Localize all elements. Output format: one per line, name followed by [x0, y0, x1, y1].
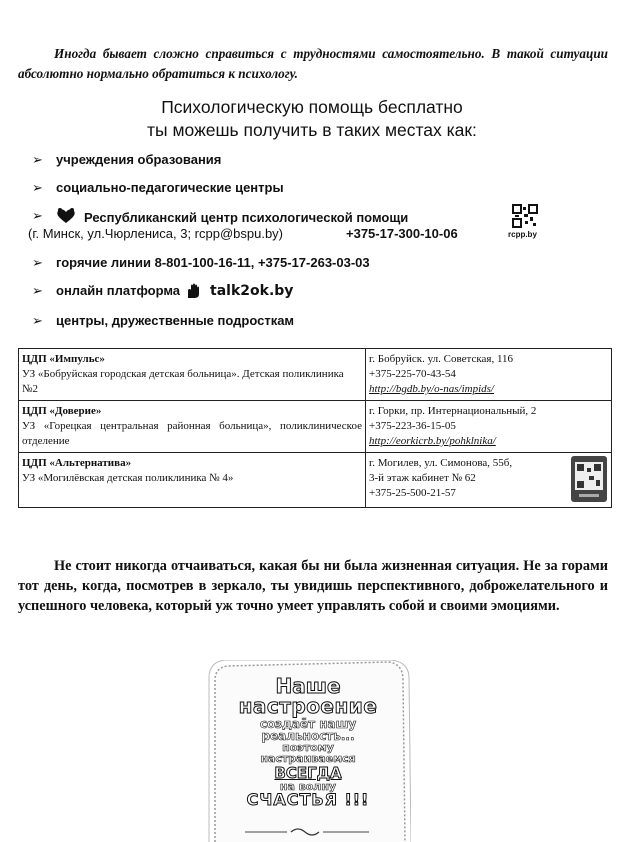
table-row	[19, 453, 612, 508]
centre-org: УЗ «Бобруйская городская детская больница». Детская поликлиника №2	[22, 368, 344, 395]
heart-hands-icon	[56, 208, 76, 224]
poster-line: создаёт нашу	[259, 717, 357, 731]
qr-caption: rcpp.by	[508, 230, 537, 239]
table-row	[19, 349, 612, 401]
poster-line: Наше	[275, 674, 341, 698]
heading-line-2: ты можешь получить в таких местах как:	[147, 120, 477, 140]
centre-phone: +375-223-36-15-05	[369, 420, 456, 432]
centre-name: ЦДП «Импульс»	[22, 353, 105, 365]
list-item	[32, 283, 592, 313]
arrowhead-bullet-icon: ➢	[32, 152, 43, 167]
poster-line: настроение	[238, 694, 378, 718]
table-row	[19, 401, 612, 453]
centre-name: ЦДП «Доверие»	[22, 405, 102, 417]
centre-address: г. Горки, пр. Интернациональный, 2	[369, 405, 537, 417]
centre-phone: +375-225-70-43-54	[369, 368, 456, 380]
arrowhead-bullet-icon: ➢	[32, 255, 43, 270]
arrowhead-bullet-icon: ➢	[32, 180, 43, 195]
list-item-text: центры, дружественные подросткам	[56, 313, 295, 328]
centres-table	[18, 348, 612, 508]
centre-org: УЗ «Могилёвская детская поликлиника № 4»	[22, 472, 234, 484]
motivational-poster	[205, 660, 411, 842]
center-phone: +375-17-300-10-06	[346, 226, 458, 241]
list-item-republican-center	[28, 208, 592, 255]
center-name: Республиканский центр психологической помощи	[84, 210, 409, 225]
center-address: (г. Минск, ул.Чюрлениса, 3; rcpp@bspu.by)	[28, 226, 284, 241]
poster-line: на волну	[279, 780, 337, 793]
centre-name: ЦДП «Альтернатива»	[22, 457, 132, 469]
arrowhead-bullet-icon: ➢	[32, 283, 43, 298]
list-item	[32, 180, 592, 208]
list-item	[32, 152, 592, 180]
poster-line: настраиваемся	[260, 752, 356, 765]
list-item-text: онлайн платформа	[56, 283, 181, 298]
list-item-text: социально-педагогические центры	[56, 180, 284, 195]
centre-link[interactable]: http://bgdb.by/o-nas/impids/	[369, 383, 494, 395]
arrowhead-bullet-icon: ➢	[32, 313, 43, 328]
qr-code-icon	[571, 456, 607, 502]
closing-paragraph: Не стоит никогда отчаиваться, какая бы ни была жизненная ситуация. Не за горами тот день, когда, посмотрев в зеркало, ты увидишь перспективного, доброжелательного и успешного человека, который уж точно умеет управлять собой и своими эмоциями.	[18, 558, 608, 614]
hand-icon	[186, 283, 204, 299]
list-item-text: горячие линии 8-801-100-16-11, +375-17-263-03-03	[56, 255, 370, 270]
table-cell-org	[19, 401, 366, 453]
platform-brand: talk2ok.by	[210, 283, 294, 299]
table-cell-org	[19, 349, 366, 401]
places-list	[28, 152, 592, 329]
centre-address: г. Могилев, ул. Симонова, 55б,	[369, 457, 513, 469]
page-heading	[0, 96, 624, 142]
list-item	[32, 313, 592, 329]
table-cell-contacts	[366, 453, 612, 508]
poster-text	[215, 670, 401, 842]
poster-line: СЧАСТЬЯ !!!	[246, 790, 370, 809]
intro-paragraph: Иногда бывает сложно справиться с трудностями самостоятельно. В такой ситуации абсолютно нормально обратиться к психологу.	[18, 46, 608, 81]
centre-org: УЗ «Горецкая центральная районная больница», поликлиническое отделение	[22, 420, 362, 447]
center-block	[28, 208, 586, 241]
list-item-text: учреждения образования	[56, 152, 222, 167]
table-cell-contacts	[366, 349, 612, 401]
centre-phone: +375-25-500-21-57	[369, 487, 456, 499]
table-cell-contacts	[366, 401, 612, 453]
table-cell-org	[19, 453, 366, 508]
list-item	[32, 255, 592, 283]
centre-address: г. Бобруйск. ул. Советская, 116	[369, 353, 514, 365]
poster-line: ВСЕГДА	[274, 764, 342, 782]
centre-floor: 3-й этаж кабинет № 62	[369, 472, 476, 484]
poster-line: поэтому	[282, 741, 334, 754]
centre-link[interactable]: http://eorkicrb.by/pohklnika/	[369, 435, 496, 447]
qr-code-icon	[512, 204, 538, 228]
poster-line: реальность...	[261, 729, 355, 743]
heading-line-1: Психологическую помощь бесплатно	[161, 97, 463, 117]
arrowhead-bullet-icon: ➢	[32, 208, 43, 223]
